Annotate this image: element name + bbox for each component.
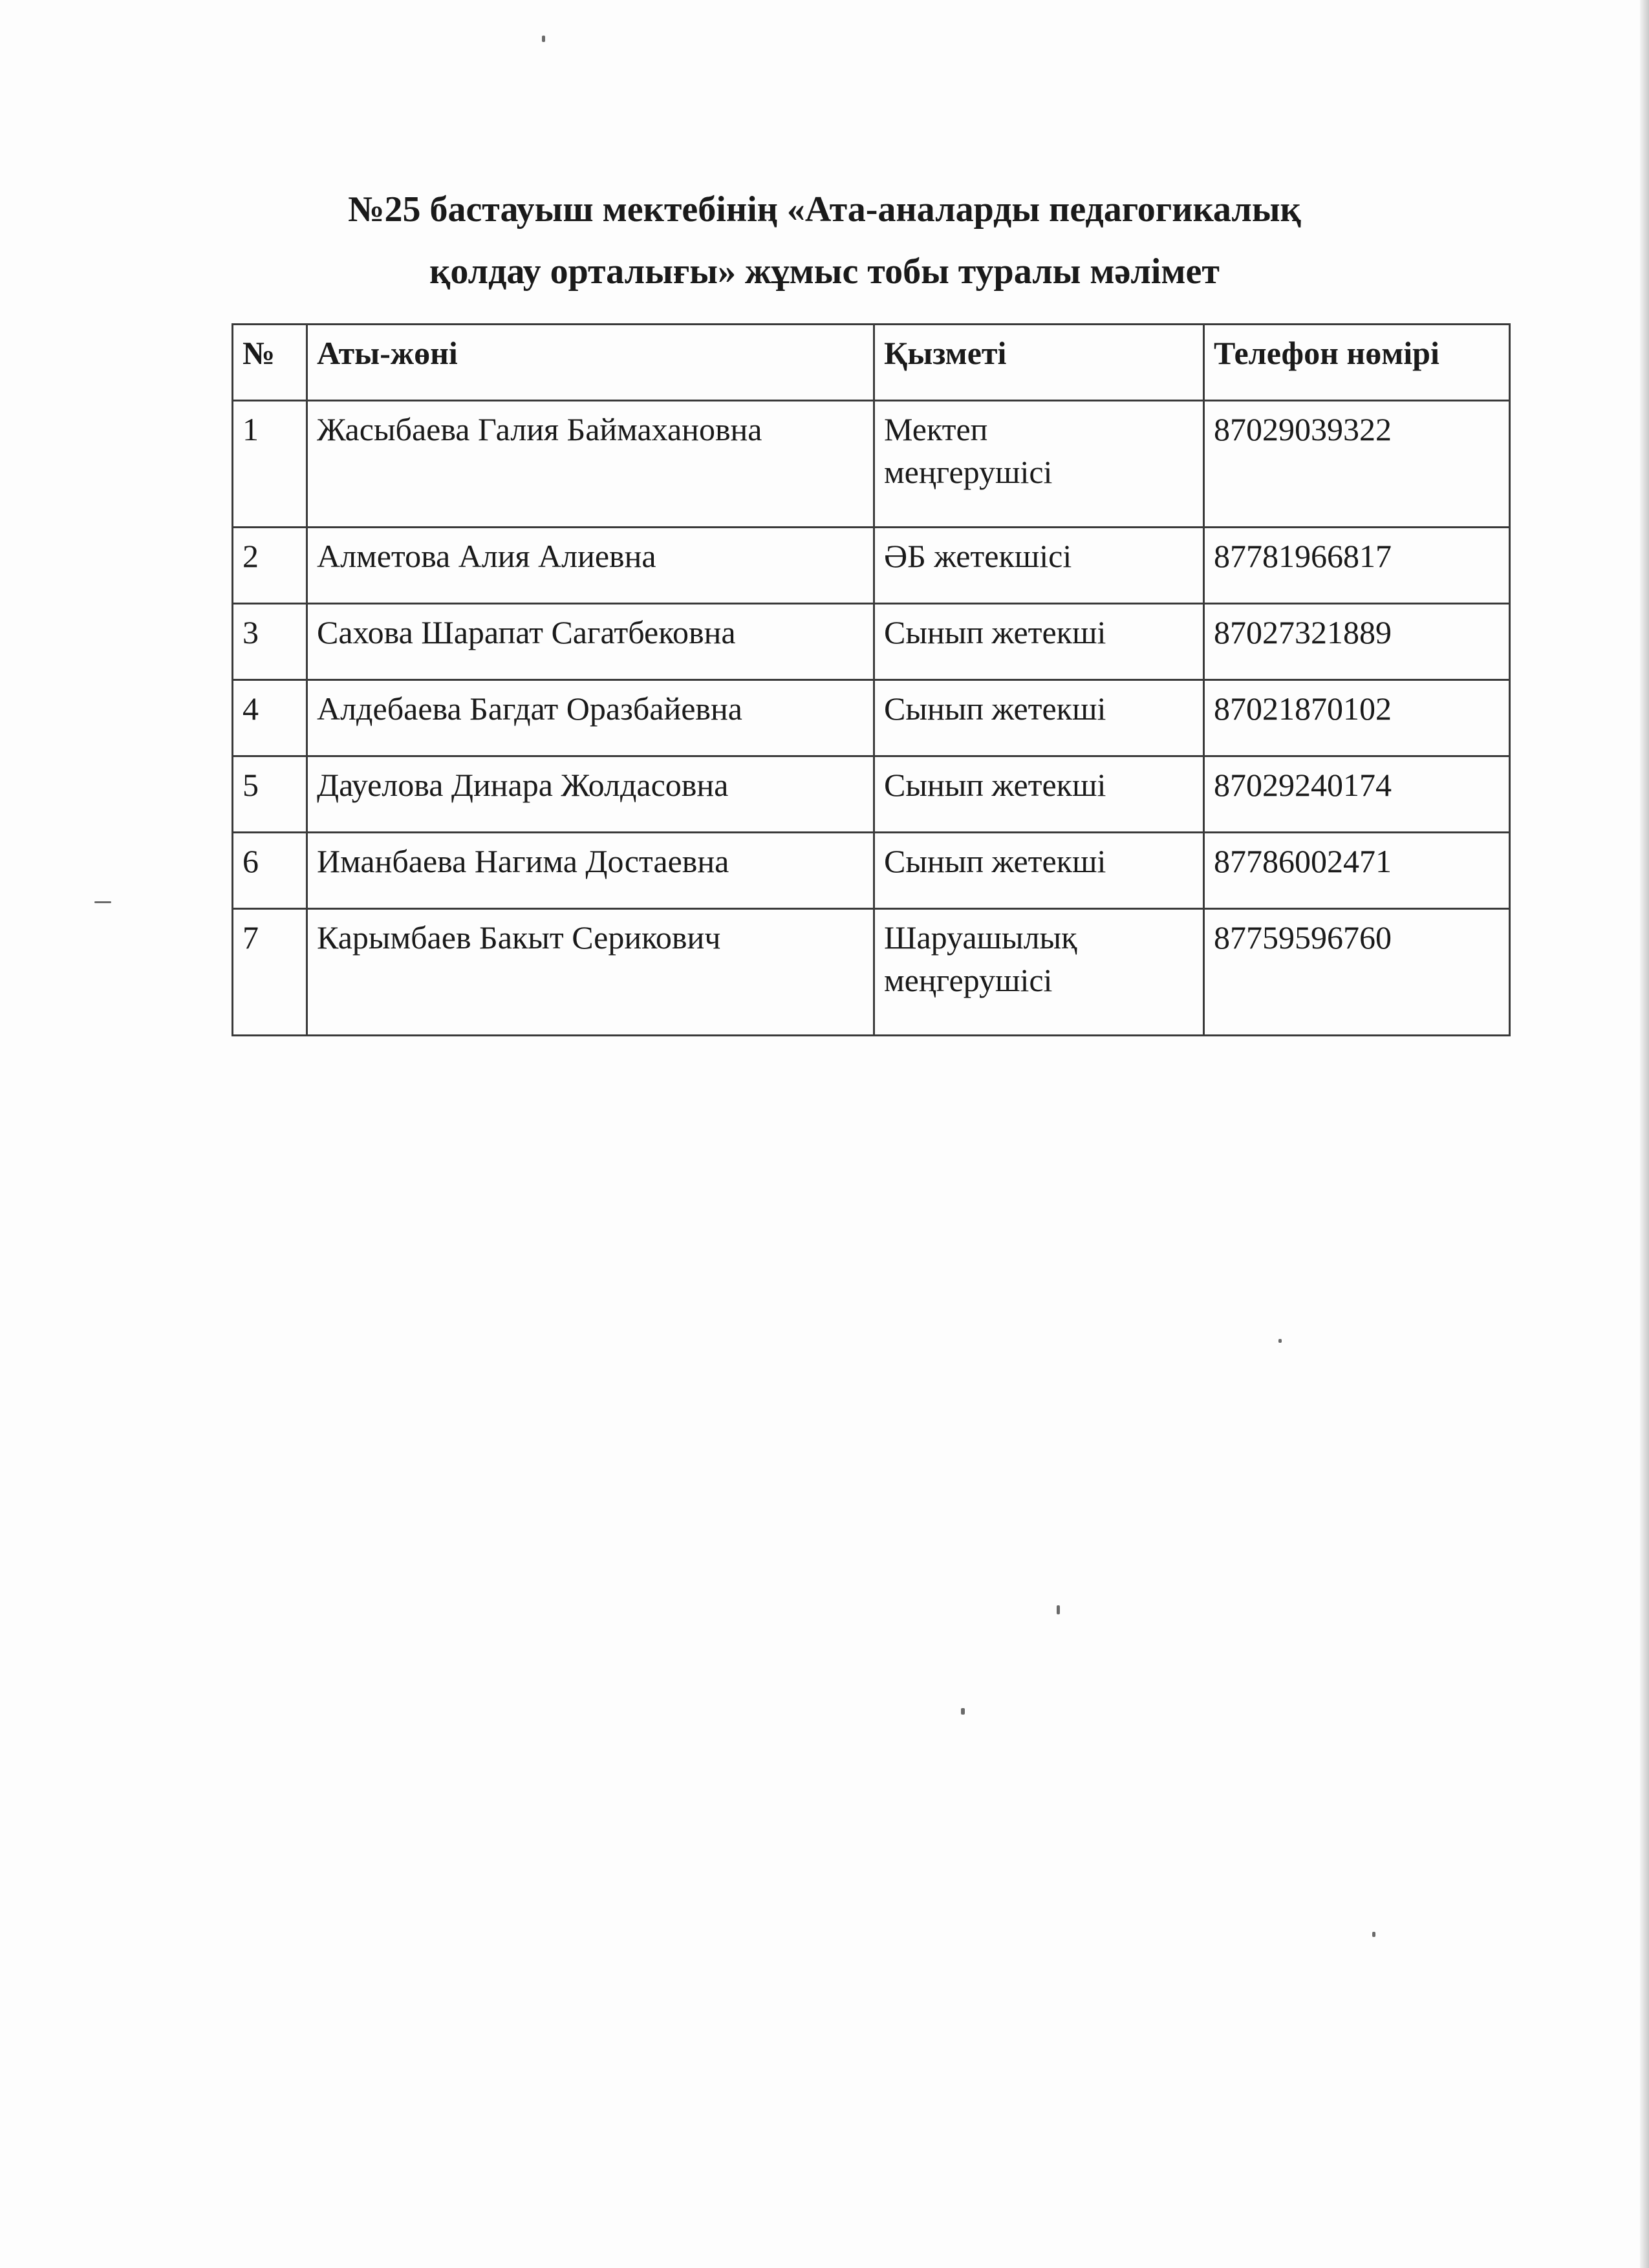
header-num: №	[233, 325, 307, 401]
row-position-line-1: Сынып жетекші	[884, 843, 1106, 879]
row-position-line-1: Шаруашылық	[884, 919, 1077, 956]
row-position-line-2: меңгерушісі	[884, 454, 1053, 490]
row-num: 3	[233, 604, 307, 680]
row-num: 1	[233, 401, 307, 528]
header-position: Қызметі	[874, 325, 1204, 401]
table-header-row	[233, 325, 1510, 401]
row-position	[874, 756, 1204, 833]
row-phone: 87027321889	[1204, 604, 1510, 680]
row-position	[874, 833, 1204, 909]
title-line-2: қолдау орталығы» жұмыс тобы туралы мәлімет	[429, 251, 1220, 292]
row-phone: 87021870102	[1204, 680, 1510, 756]
scan-speck	[542, 36, 545, 42]
table-row	[233, 528, 1510, 604]
row-phone: 87759596760	[1204, 909, 1510, 1036]
row-num: 5	[233, 756, 307, 833]
row-name: Жасыбаева Галия Баймахановна	[307, 401, 874, 528]
row-name: Карымбаев Бакыт Серикович	[307, 909, 874, 1036]
table-row	[233, 680, 1510, 756]
table-row	[233, 604, 1510, 680]
row-phone: 87786002471	[1204, 833, 1510, 909]
page-title	[0, 178, 1649, 303]
row-position-line-1: Сынып жетекші	[884, 614, 1106, 650]
scan-speck	[1057, 1605, 1060, 1614]
row-name: Дауелова Динара Жолдасовна	[307, 756, 874, 833]
scan-page-edge	[1640, 0, 1649, 2268]
row-position-line-1: Мектеп	[884, 411, 988, 447]
row-position	[874, 604, 1204, 680]
row-position-line-1: Сынып жетекші	[884, 690, 1106, 727]
row-phone: 87029240174	[1204, 756, 1510, 833]
row-name: Алметова Алия Алиевна	[307, 528, 874, 604]
row-name: Алдебаева Багдат Оразбайевна	[307, 680, 874, 756]
table-row	[233, 909, 1510, 1036]
row-position	[874, 680, 1204, 756]
header-name: Аты-жөні	[307, 325, 874, 401]
row-position-line-2: меңгерушісі	[884, 962, 1053, 998]
row-position-line-1: Сынып жетекші	[884, 767, 1106, 803]
title-line-1: №25 бастауыш мектебінің «Ата-аналарды педагогикалық	[348, 189, 1301, 230]
row-position-line-1: ӘБ жетекшісі	[884, 538, 1072, 574]
row-num: 4	[233, 680, 307, 756]
row-num: 7	[233, 909, 307, 1036]
table-row	[233, 401, 1510, 528]
row-position	[874, 909, 1204, 1036]
row-name: Сахова Шарапат Сагатбековна	[307, 604, 874, 680]
staff-table	[232, 323, 1511, 1036]
row-phone: 87781966817	[1204, 528, 1510, 604]
table-row	[233, 756, 1510, 833]
row-position	[874, 528, 1204, 604]
header-phone: Телефон нөмірі	[1204, 325, 1510, 401]
row-position	[874, 401, 1204, 528]
scan-speck	[961, 1708, 965, 1715]
row-num: 2	[233, 528, 307, 604]
scan-speck	[94, 901, 111, 903]
table-row	[233, 833, 1510, 909]
row-num: 6	[233, 833, 307, 909]
scan-speck	[1278, 1339, 1282, 1343]
scan-speck	[1372, 1932, 1375, 1937]
row-phone: 87029039322	[1204, 401, 1510, 528]
row-name: Иманбаева Нагима Достаевна	[307, 833, 874, 909]
